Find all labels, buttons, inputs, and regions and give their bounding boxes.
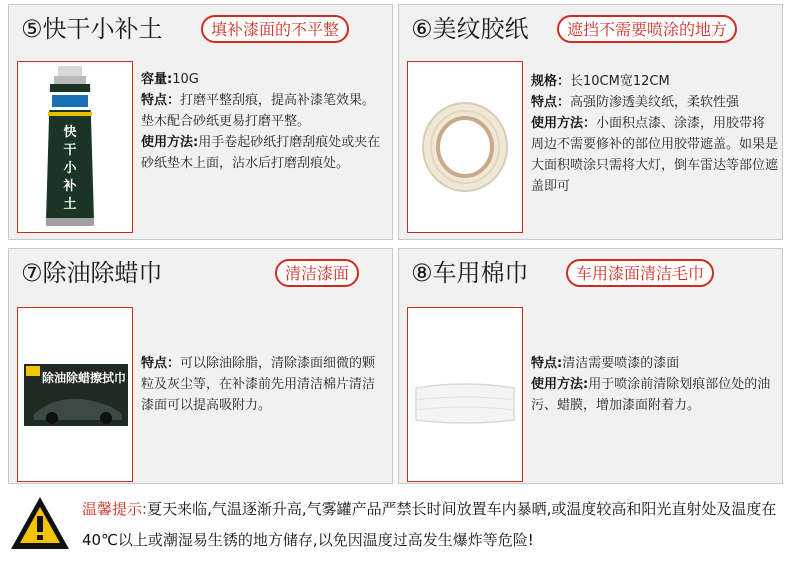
- desc-line: [531, 92, 778, 113]
- desc-label: 使用方法:: [141, 135, 199, 150]
- desc-label: 特点：: [531, 95, 571, 110]
- desc-text: 10G: [172, 72, 199, 87]
- desc-line: [141, 132, 386, 174]
- desc-text: 打磨平整刮痕，提高补漆笔效果。垫木配合砂纸更易打磨平整。: [141, 93, 376, 129]
- product-image-wipe-pack: [17, 307, 133, 482]
- panel-tag: 遮挡不需要喷涂的地方: [557, 15, 737, 43]
- warning-section: [0, 490, 790, 565]
- panel-number: ⑤: [21, 15, 43, 43]
- warning-body: 夏天来临,气温逐渐升高,气雾罐产品严禁长时间放置车内暴晒,或温度较高和阳光直射处及温度在40℃以上或潮湿易生锈的地方储存,以免因温度过高发生爆炸等危险!: [82, 500, 777, 549]
- desc-text: 长10CM宽12CM: [570, 74, 670, 89]
- desc-label: 容量:: [141, 72, 173, 87]
- desc-line: [141, 353, 386, 416]
- svg-text:土: 土: [63, 197, 77, 212]
- desc-text: 可以除油除脂，清除漆面细微的颗粒及灰尘等，在补漆前先用清洁棉片清洁漆面可以提高吸附力。: [141, 356, 376, 413]
- panel-tag: 车用漆面清洁毛巾: [566, 259, 714, 287]
- product-image-tape-roll: [407, 61, 523, 233]
- panel-tag: 清洁漆面: [275, 259, 359, 287]
- svg-text:补: 补: [63, 179, 77, 194]
- warning-label: 温馨提示:: [82, 500, 148, 518]
- panel-description: [531, 71, 778, 197]
- panel-title: [21, 253, 163, 288]
- filler-tube-icon: [18, 62, 132, 232]
- desc-line: [141, 90, 386, 132]
- desc-text: 用于喷涂前清除划痕部位处的油污、蜡膜，增加漆面附着力。: [531, 377, 771, 413]
- wipe-pack-icon: [18, 308, 132, 481]
- product-panel-degreasing-wipe: [8, 248, 393, 484]
- product-image-towel: [407, 307, 523, 482]
- panel-title-text: 除油除蜡巾: [42, 259, 163, 287]
- warning-text: [82, 494, 782, 556]
- svg-text:干: 干: [63, 143, 77, 158]
- panel-description: [531, 353, 781, 416]
- desc-text: 高强防渗透美纹纸，柔软性强: [570, 95, 740, 110]
- panel-title-text: 车用棉巾: [432, 259, 529, 287]
- desc-label: 使用方法:: [531, 377, 589, 392]
- panel-title: [21, 9, 163, 44]
- desc-line: [141, 69, 386, 90]
- svg-text:快: 快: [63, 125, 77, 140]
- desc-label: 特点：: [141, 356, 181, 371]
- desc-text: 小面积点漆、涂漆，用胶带将周边不需要修补的部位用胶带遮盖。如果是大面积喷涂只需将大灯，倒车雷达等部位遮盖即可: [531, 116, 779, 194]
- desc-text: 用手卷起砂纸打磨刮痕处或夹在砂纸垫木上面，沾水后打磨刮痕处。: [141, 135, 381, 171]
- panel-title: [411, 253, 529, 288]
- wipe-pack-label: 除油除蜡擦拭巾: [41, 371, 127, 385]
- desc-label: 规格：: [531, 74, 571, 89]
- panel-number: ⑥: [411, 15, 433, 43]
- panel-description: [141, 353, 386, 416]
- panel-title-text: 美纹胶纸: [432, 15, 529, 43]
- desc-line: [531, 113, 778, 197]
- panel-tag: 填补漆面的不平整: [201, 15, 349, 43]
- product-panel-masking-tape: [398, 4, 783, 240]
- desc-line: [531, 374, 781, 416]
- desc-label: 使用方法：: [531, 116, 597, 131]
- panel-description: [141, 69, 386, 174]
- desc-label: 特点:: [531, 356, 563, 371]
- panel-title-text: 快干小补土: [42, 15, 163, 43]
- panel-title: [411, 9, 529, 44]
- folded-towel-icon: [408, 308, 522, 481]
- product-panel-car-towel: [398, 248, 783, 484]
- warning-triangle-icon: [8, 494, 72, 552]
- desc-line: [531, 71, 778, 92]
- svg-text:小: 小: [63, 161, 77, 176]
- desc-text: 清洁需要喷漆的漆面: [562, 356, 680, 371]
- product-image-filler-tube: [17, 61, 133, 233]
- tape-roll-icon: [408, 62, 522, 232]
- panel-number: ⑧: [411, 259, 433, 287]
- panel-number: ⑦: [21, 259, 43, 287]
- product-panel-filler: [8, 4, 393, 240]
- desc-label: 特点：: [141, 93, 181, 108]
- desc-line: [531, 353, 781, 374]
